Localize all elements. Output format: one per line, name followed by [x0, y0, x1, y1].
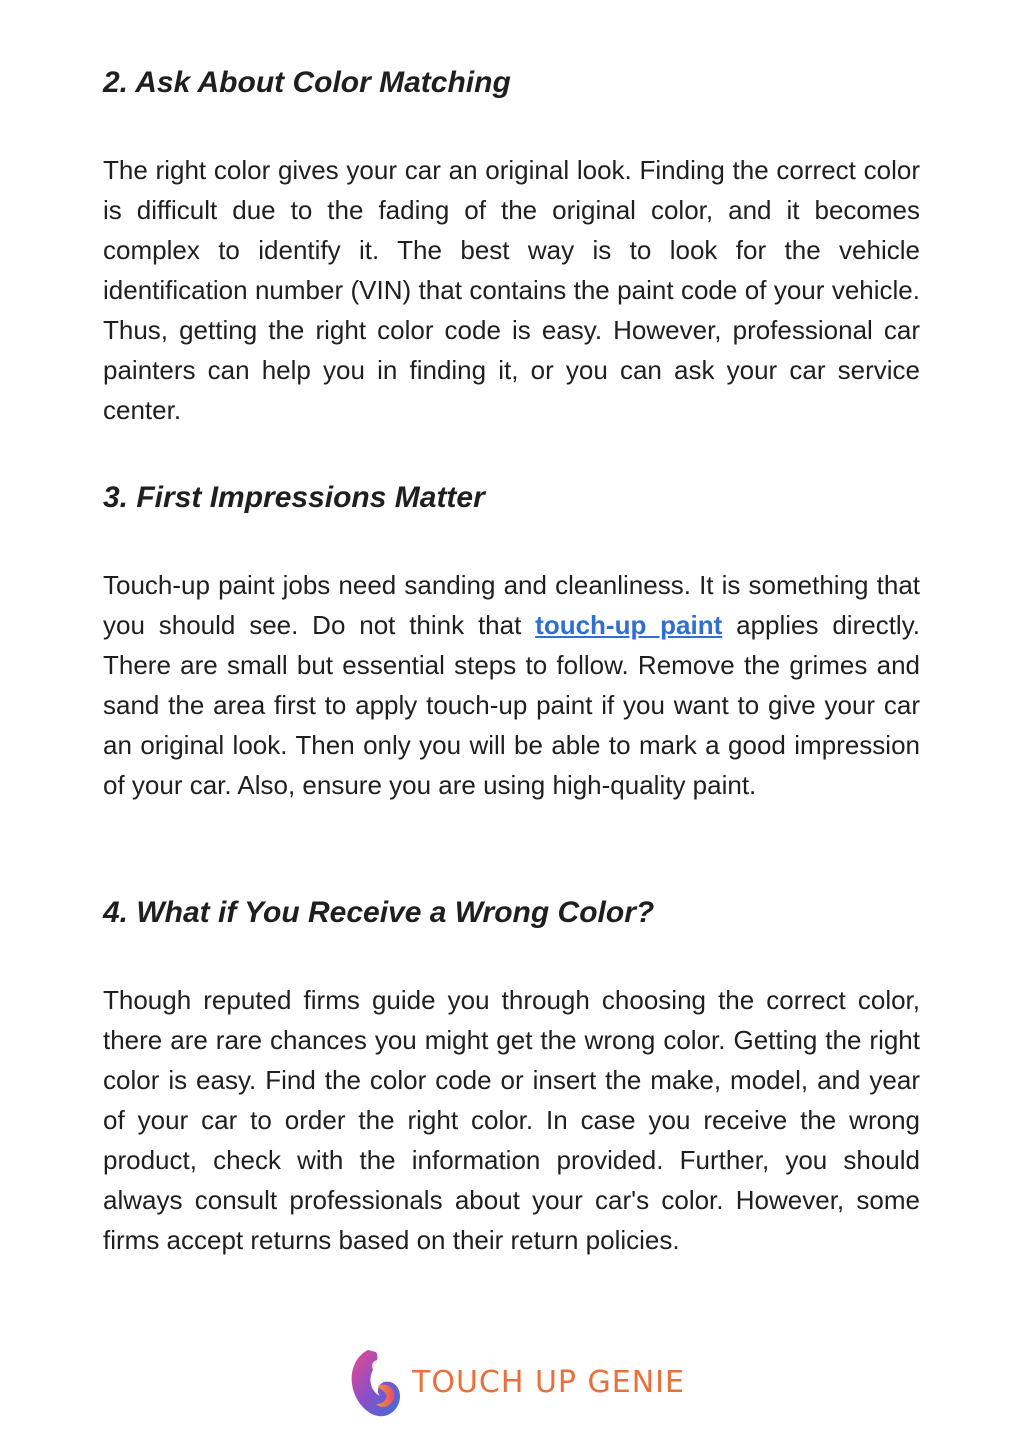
section-body-first-impressions: [103, 565, 920, 805]
section-heading-first-impressions: 3. First Impressions Matter: [103, 481, 485, 514]
genie-logo-icon: [348, 1346, 404, 1418]
section-body-wrong-color: Though reputed firms guide you through choosing the correct color, there are rare chances you might get the wrong color. Getting the right color is easy. Find the color code or insert the make, model, and year of your car to order the right color. In case you receive the wrong product, check with the information provided. Further, you should always consult professionals about your car's color. However, some firms accept returns based on their return policies.: [103, 985, 920, 1255]
section-heading-color-matching: 2. Ask About Color Matching: [103, 66, 511, 99]
logo-wordmark: TOUCH UP GENIE: [412, 1364, 685, 1400]
body-text-after-link: applies directly. There are small but essential steps to follow. Remove the grimes and sand the area first to apply touch-up paint if you want to give your car an original look. Then only you will be able to mark a good impression of your car. Also, ensure you are using high-quality paint.: [103, 610, 920, 800]
footer-logo: [348, 1346, 685, 1418]
section-body-color-matching: The right color gives your car an original look. Finding the correct color is difficult due to the fading of the original color, and it becomes complex to identify it. The best way is to look for the vehicle identification number (VIN) that contains the paint code of your vehicle. Thus, getting the right color code is easy. However, professional car painters can help you in finding it, or you can ask your car service center.: [103, 155, 920, 425]
touch-up-paint-link[interactable]: touch-up paint: [535, 610, 723, 640]
section-heading-wrong-color: 4. What if You Receive a Wrong Color?: [103, 896, 655, 929]
body-text-before-link: Touch-up paint jobs need sanding and cleanliness. It is something that you should see. Do not think that: [103, 570, 920, 640]
